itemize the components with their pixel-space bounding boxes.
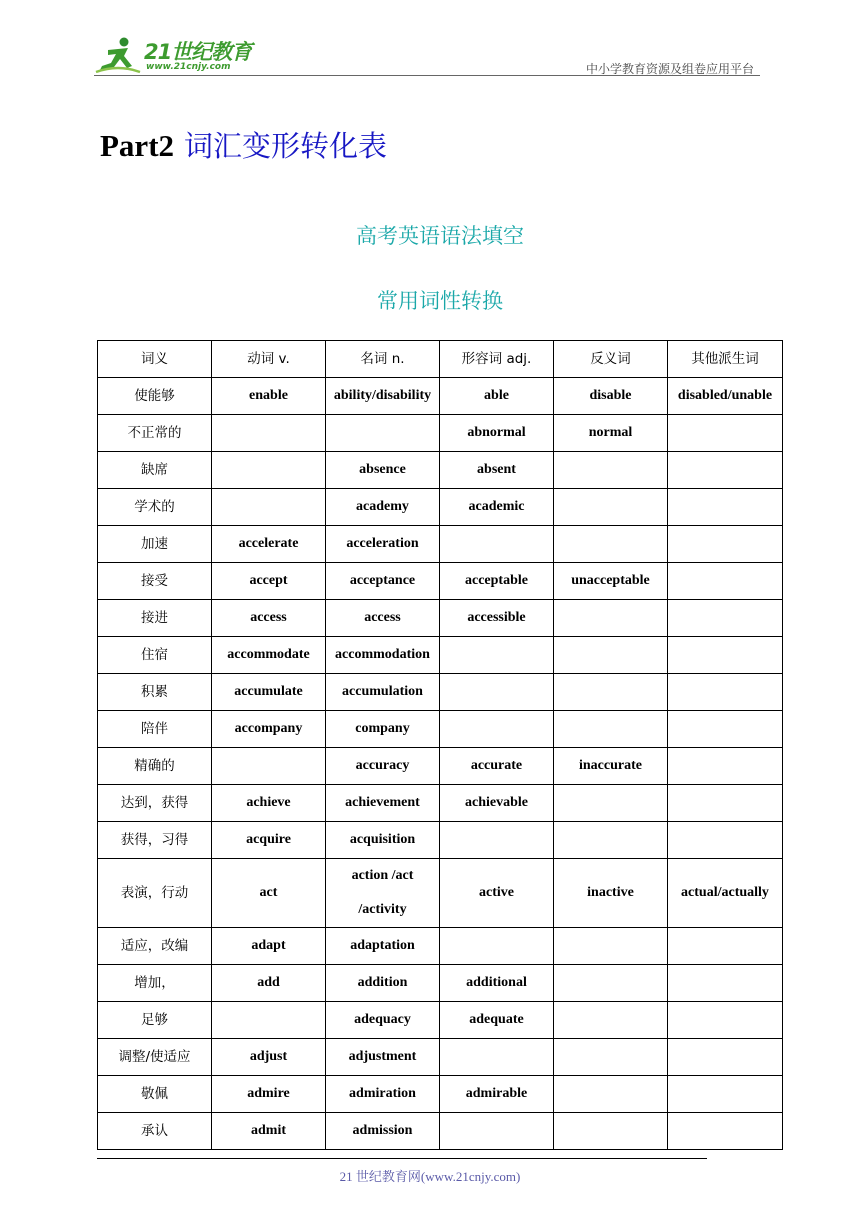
table-row	[98, 637, 783, 674]
cell-noun: achievement	[326, 785, 440, 822]
runner-logo-icon	[94, 36, 142, 76]
cell-derivative	[668, 674, 783, 711]
cell-noun: acceptance	[326, 563, 440, 600]
cell-derivative	[668, 928, 783, 965]
cell-verb: admire	[212, 1076, 326, 1113]
cell-noun	[326, 859, 440, 928]
header-cell: 其他派生词	[668, 341, 783, 378]
cell-meaning: 适应，改编	[98, 928, 212, 965]
cell-antonym: unacceptable	[554, 563, 668, 600]
cell-derivative	[668, 1002, 783, 1039]
cell-noun: accumulation	[326, 674, 440, 711]
cell-antonym	[554, 1039, 668, 1076]
cell-antonym	[554, 526, 668, 563]
cell-antonym	[554, 1002, 668, 1039]
cell-antonym	[554, 489, 668, 526]
cell-adjective: abnormal	[440, 415, 554, 452]
cell-verb: accelerate	[212, 526, 326, 563]
cell-adjective	[440, 526, 554, 563]
table-row	[98, 1039, 783, 1076]
cell-noun: addition	[326, 965, 440, 1002]
cell-noun: accommodation	[326, 637, 440, 674]
cell-antonym	[554, 965, 668, 1002]
cell-antonym: normal	[554, 415, 668, 452]
cell-line: /activity	[358, 902, 407, 917]
table-row	[98, 1113, 783, 1150]
cell-meaning: 接受	[98, 563, 212, 600]
logo-url: www.21cnjy.com	[146, 62, 231, 72]
cell-meaning: 缺席	[98, 452, 212, 489]
cell-noun: admiration	[326, 1076, 440, 1113]
table-row	[98, 785, 783, 822]
cell-meaning: 增加，	[98, 965, 212, 1002]
cell-adjective: acceptable	[440, 563, 554, 600]
cell-derivative	[668, 711, 783, 748]
cell-derivative	[668, 452, 783, 489]
cell-derivative	[668, 489, 783, 526]
table-row	[98, 1002, 783, 1039]
cell-verb	[212, 748, 326, 785]
cell-verb: access	[212, 600, 326, 637]
cell-meaning: 住宿	[98, 637, 212, 674]
part-title	[100, 124, 387, 165]
cell-verb: accumulate	[212, 674, 326, 711]
table-row	[98, 711, 783, 748]
part-number: Part2	[100, 128, 175, 163]
cell-noun: acceleration	[326, 526, 440, 563]
cell-adjective	[440, 637, 554, 674]
cell-meaning: 达到，获得	[98, 785, 212, 822]
logo-wordmark: 21世纪教育	[144, 40, 252, 64]
cell-verb	[212, 489, 326, 526]
cell-verb: adapt	[212, 928, 326, 965]
header-cell: 动词 v.	[212, 341, 326, 378]
cell-verb	[212, 415, 326, 452]
cell-verb: accompany	[212, 711, 326, 748]
header-cell: 名词 n.	[326, 341, 440, 378]
header-cell: 反义词	[554, 341, 668, 378]
cell-adjective	[440, 711, 554, 748]
cell-meaning: 积累	[98, 674, 212, 711]
table-row	[98, 600, 783, 637]
cell-derivative	[668, 415, 783, 452]
cell-antonym	[554, 637, 668, 674]
table-row	[98, 748, 783, 785]
cell-meaning: 学术的	[98, 489, 212, 526]
cell-derivative	[668, 563, 783, 600]
part-name: 词汇变形转化表	[184, 129, 388, 163]
table-row	[98, 674, 783, 711]
cell-adjective: active	[440, 859, 554, 928]
cell-noun: absence	[326, 452, 440, 489]
cell-line: action /act	[351, 868, 414, 883]
cell-antonym: disable	[554, 378, 668, 415]
cell-antonym: inactive	[554, 859, 668, 928]
header-cell: 形容词 adj.	[440, 341, 554, 378]
subtitle-primary: 高考英语语法填空	[356, 224, 524, 248]
cell-noun: admission	[326, 1113, 440, 1150]
cell-antonym	[554, 1113, 668, 1150]
cell-derivative	[668, 748, 783, 785]
cell-derivative	[668, 526, 783, 563]
cell-verb: accept	[212, 563, 326, 600]
table-row	[98, 859, 783, 928]
cell-noun: adequacy	[326, 1002, 440, 1039]
cell-meaning: 不正常的	[98, 415, 212, 452]
cell-derivative	[668, 822, 783, 859]
cell-antonym	[554, 674, 668, 711]
table-row	[98, 452, 783, 489]
platform-name: 中小学教育资源及组卷应用平台	[585, 62, 754, 76]
cell-derivative: disabled/unable	[668, 378, 783, 415]
cell-adjective: accurate	[440, 748, 554, 785]
vocabulary-table	[97, 340, 783, 1150]
cell-meaning: 承认	[98, 1113, 212, 1150]
cell-noun: academy	[326, 489, 440, 526]
cell-meaning: 调整/使适应	[98, 1039, 212, 1076]
cell-verb: accommodate	[212, 637, 326, 674]
cell-derivative	[668, 1039, 783, 1076]
cell-adjective	[440, 1113, 554, 1150]
cell-antonym	[554, 711, 668, 748]
cell-adjective	[440, 928, 554, 965]
cell-noun: company	[326, 711, 440, 748]
cell-derivative	[668, 600, 783, 637]
cell-adjective	[440, 674, 554, 711]
footer-divider	[97, 1158, 707, 1159]
table-row	[98, 563, 783, 600]
cell-adjective: absent	[440, 452, 554, 489]
page-footer: 21 世纪教育网(www.21cnjy.com)	[339, 1169, 521, 1184]
cell-derivative	[668, 785, 783, 822]
header-cell: 词义	[98, 341, 212, 378]
cell-adjective: able	[440, 378, 554, 415]
cell-noun: acquisition	[326, 822, 440, 859]
table-row	[98, 415, 783, 452]
cell-noun: adaptation	[326, 928, 440, 965]
cell-derivative	[668, 1076, 783, 1113]
cell-verb	[212, 1002, 326, 1039]
cell-verb: achieve	[212, 785, 326, 822]
cell-adjective	[440, 822, 554, 859]
cell-derivative: actual/actually	[668, 859, 783, 928]
cell-adjective: accessible	[440, 600, 554, 637]
cell-meaning: 精确的	[98, 748, 212, 785]
cell-derivative	[668, 965, 783, 1002]
table-row	[98, 489, 783, 526]
cell-noun: access	[326, 600, 440, 637]
cell-verb: enable	[212, 378, 326, 415]
cell-meaning: 敬佩	[98, 1076, 212, 1113]
subtitle-secondary: 常用词性转换	[377, 289, 503, 313]
page-header	[94, 30, 760, 78]
cell-adjective: additional	[440, 965, 554, 1002]
cell-antonym: inaccurate	[554, 748, 668, 785]
table-row	[98, 526, 783, 563]
cell-verb	[212, 452, 326, 489]
logo	[94, 36, 264, 76]
cell-noun	[326, 415, 440, 452]
cell-meaning: 足够	[98, 1002, 212, 1039]
cell-adjective: achievable	[440, 785, 554, 822]
cell-adjective: academic	[440, 489, 554, 526]
cell-verb: acquire	[212, 822, 326, 859]
cell-meaning: 获得，习得	[98, 822, 212, 859]
cell-adjective: adequate	[440, 1002, 554, 1039]
cell-antonym	[554, 785, 668, 822]
cell-meaning: 表演，行动	[98, 859, 212, 928]
cell-meaning: 接进	[98, 600, 212, 637]
cell-meaning: 陪伴	[98, 711, 212, 748]
cell-antonym	[554, 928, 668, 965]
cell-adjective	[440, 1039, 554, 1076]
header-divider	[94, 75, 760, 76]
cell-verb: act	[212, 859, 326, 928]
cell-meaning: 使能够	[98, 378, 212, 415]
table-row	[98, 928, 783, 965]
cell-meaning: 加速	[98, 526, 212, 563]
cell-antonym	[554, 822, 668, 859]
cell-verb: add	[212, 965, 326, 1002]
table-row	[98, 965, 783, 1002]
table-header-row	[98, 341, 783, 378]
cell-antonym	[554, 452, 668, 489]
cell-noun: ability/disability	[326, 378, 440, 415]
cell-noun: accuracy	[326, 748, 440, 785]
cell-antonym	[554, 1076, 668, 1113]
cell-derivative	[668, 637, 783, 674]
table-row	[98, 822, 783, 859]
cell-noun: adjustment	[326, 1039, 440, 1076]
cell-derivative	[668, 1113, 783, 1150]
cell-verb: adjust	[212, 1039, 326, 1076]
table-row	[98, 378, 783, 415]
cell-verb: admit	[212, 1113, 326, 1150]
cell-adjective: admirable	[440, 1076, 554, 1113]
table-row	[98, 1076, 783, 1113]
cell-antonym	[554, 600, 668, 637]
